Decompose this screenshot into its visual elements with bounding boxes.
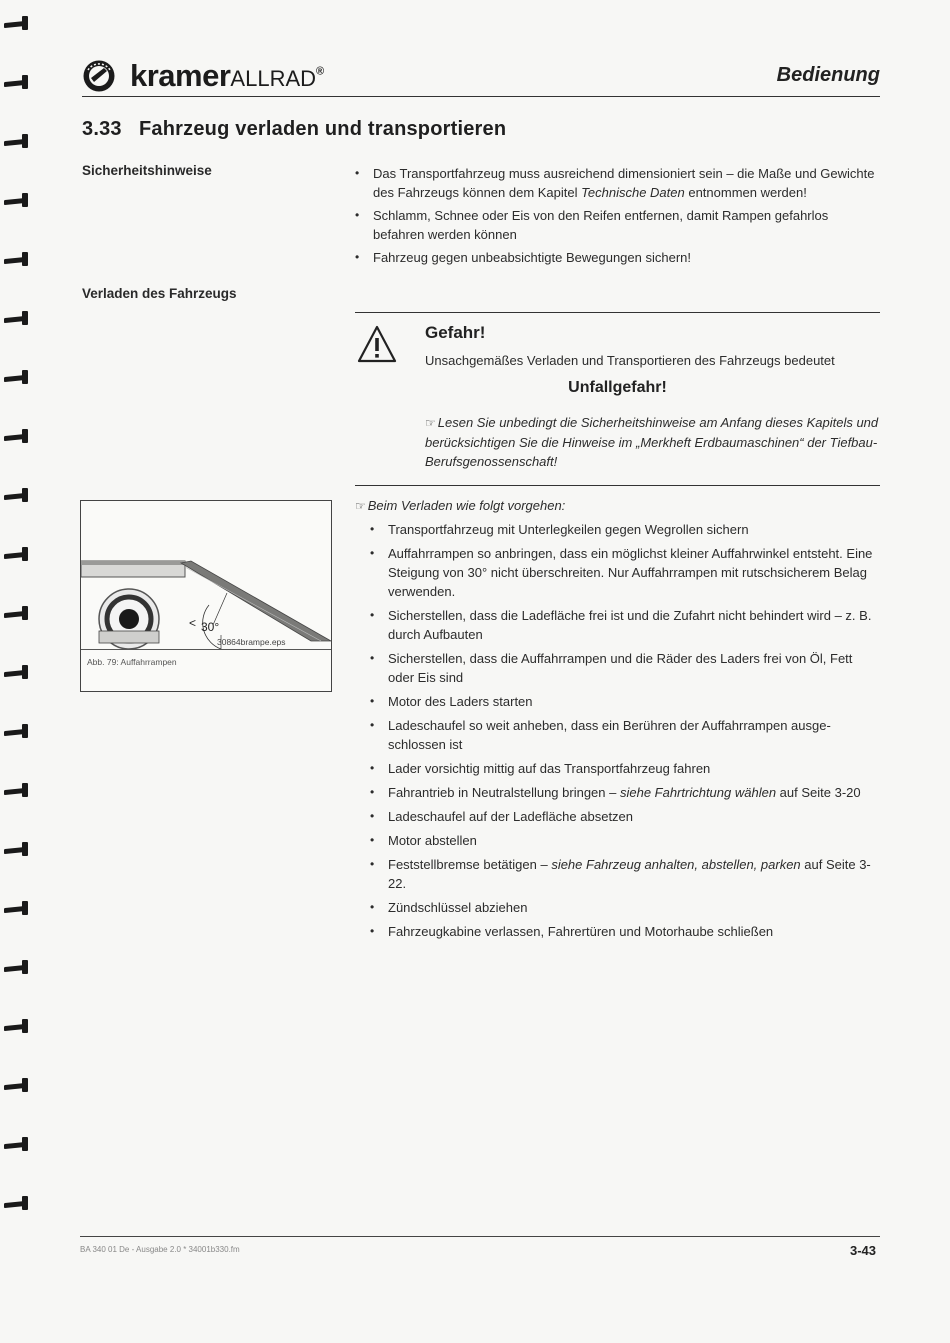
binding-ring (4, 966, 30, 974)
safety-list (355, 164, 880, 267)
warning-triangle-icon (357, 325, 397, 363)
danger-note-text: Lesen Sie unbedingt die Sicherheitshinweise am Anfang dieses Kapitels und berücksichtigen Sie die Hinweise im „Merkheft Erdbaumaschinen“ der Tiefbau-Berufsgenossenschaft! (425, 415, 879, 469)
list-item-text: Sicherstellen, dass die Auffahrrampen und die Räder des Laders frei von Öl, Fett oder Eis sind (388, 651, 853, 685)
binding-ring (4, 258, 30, 266)
safety-list-container (355, 164, 880, 271)
list-item (370, 783, 880, 802)
list-item-text: Lader vorsichtig mittig auf das Transportfahrzeug fahren (388, 761, 711, 776)
ramp-figure (80, 500, 332, 692)
list-item-text-tail: auf Seite 3-22. (388, 857, 871, 891)
list-item (370, 692, 880, 711)
pointing-hand-icon: ☞ (355, 499, 366, 513)
list-item-text-tail: auf Seite 3-20 (776, 785, 861, 800)
binding-ring (4, 848, 30, 856)
danger-text: Unsachgemäßes Verladen und Transportieren des Fahrzeugs bedeutet (425, 353, 835, 368)
list-item-text: Fahrzeugkabine verlassen, Fahrertüren und Motorhaube schließen (388, 924, 774, 939)
list-item (355, 206, 880, 244)
list-item (370, 716, 880, 754)
steps-container (370, 520, 880, 946)
list-item (355, 248, 880, 267)
binding-ring (4, 140, 30, 148)
steps-list (370, 520, 880, 941)
steps-intro (355, 498, 565, 513)
binding-ring (4, 612, 30, 620)
list-item-reference: siehe Fahrtrichtung wählen (619, 785, 777, 800)
chapter-number: 3.33 (82, 118, 122, 140)
brand-registered-mark: ® (316, 65, 324, 78)
binding-ring (4, 1084, 30, 1092)
angle-label: 30° (201, 620, 220, 634)
list-item-text: Fahrantrieb in Neutralstellung bringen – (388, 785, 620, 800)
binding-ring (4, 435, 30, 443)
list-item-text: Motor des Laders starten (388, 694, 533, 709)
brand-sub: ALLRAD (230, 66, 317, 91)
binding-ring (4, 553, 30, 561)
danger-note (425, 413, 880, 471)
list-item-text: Auffahrrampen so anbringen, dass ein möglichst kleiner Auffahrwinkel entsteht. Eine Steigung von 30° nicht überschreiten. Nur Auffahrrampen mit rutschsicherem Belag verwenden. (388, 546, 873, 599)
list-item (370, 649, 880, 687)
brand-name: kramerALLRAD® (130, 58, 324, 93)
figure-divider (81, 649, 331, 650)
binding-ring (4, 671, 30, 679)
list-item-text: Motor abstellen (388, 833, 477, 848)
kramer-logo-icon (82, 59, 116, 93)
list-item-text: Das Transportfahrzeug muss ausreichend dimensioniert sein – die Maße und Gewichte des Fahrzeugs können dem Kapitel (373, 166, 875, 200)
binding-ring (4, 789, 30, 797)
page-number: 3-43 (849, 1243, 876, 1258)
chapter-heading: Fahrzeug verladen und transportieren (139, 118, 507, 140)
binding-ring (4, 730, 30, 738)
ramp-illustration (81, 501, 331, 649)
list-item-text: Ladeschaufel so weit anheben, dass ein Berühren der Auffahrrampen ausge-schlossen ist (388, 718, 831, 752)
binding-ring (4, 1025, 30, 1033)
list-item (370, 922, 880, 941)
binding-ring (4, 1143, 30, 1151)
list-item (370, 520, 880, 539)
list-item (370, 807, 880, 826)
danger-box (355, 312, 880, 486)
list-item-reference: siehe Fahrzeug anhalten, abstellen, parken (551, 857, 801, 872)
chapter-title (82, 118, 506, 141)
file-label: 30864brampe.eps (217, 637, 286, 647)
pointing-hand-icon: ☞ (425, 416, 436, 430)
list-item-text: Ladeschaufel auf der Ladefläche absetzen (388, 809, 634, 824)
list-item-text: Fahrzeug gegen unbeabsichtigte Bewegungen sichern! (373, 250, 692, 265)
footer-rule (80, 1236, 880, 1237)
spiral-binding (0, 0, 36, 1343)
binding-ring (4, 376, 30, 384)
list-item-text: Transportfahrzeug mit Unterlegkeilen gegen Wegrollen sichern (388, 522, 749, 537)
list-item-text-tail: entnommen werden! (684, 185, 807, 200)
page-header (82, 54, 880, 97)
binding-ring (4, 317, 30, 325)
steps-intro-text: Beim Verladen wie folgt vorgehen: (367, 498, 566, 513)
loading-label: Verladen des Fahrzeugs (82, 286, 237, 301)
binding-ring (4, 22, 30, 30)
footer-document-id: BA 340 01 De - Ausgabe 2.0 * 34001b330.fm (80, 1245, 240, 1254)
list-item (370, 606, 880, 644)
list-item (370, 898, 880, 917)
list-item (355, 164, 880, 202)
binding-ring (4, 199, 30, 207)
safety-label: Sicherheitshinweise (82, 163, 212, 178)
list-item-reference: Technische Daten (581, 185, 685, 200)
binding-ring (4, 907, 30, 915)
list-item (370, 544, 880, 601)
list-item (370, 831, 880, 850)
danger-accident: Unfallgefahr! (568, 379, 667, 396)
binding-ring (4, 494, 30, 502)
danger-title: Gefahr! (425, 323, 486, 342)
list-item-text: Zündschlüssel abziehen (388, 900, 528, 915)
list-item (370, 855, 880, 893)
figure-caption: Abb. 79: Auffahrrampen (87, 657, 177, 667)
brand-logo (82, 58, 324, 94)
list-item-text: Sicherstellen, dass die Ladefläche frei ist und die Zufahrt nicht behindert wird – z. B. durch Aufbauten (388, 608, 872, 642)
binding-ring (4, 1202, 30, 1210)
angle-symbol: < (189, 616, 197, 630)
list-item (370, 759, 880, 778)
list-item-text: Feststellbremse betätigen – (388, 857, 552, 872)
section-name: Bedienung (776, 64, 880, 86)
binding-ring (4, 81, 30, 89)
list-item-text: Schlamm, Schnee oder Eis von den Reifen entfernen, damit Rampen gefahrlos befahren werden können (373, 208, 829, 242)
